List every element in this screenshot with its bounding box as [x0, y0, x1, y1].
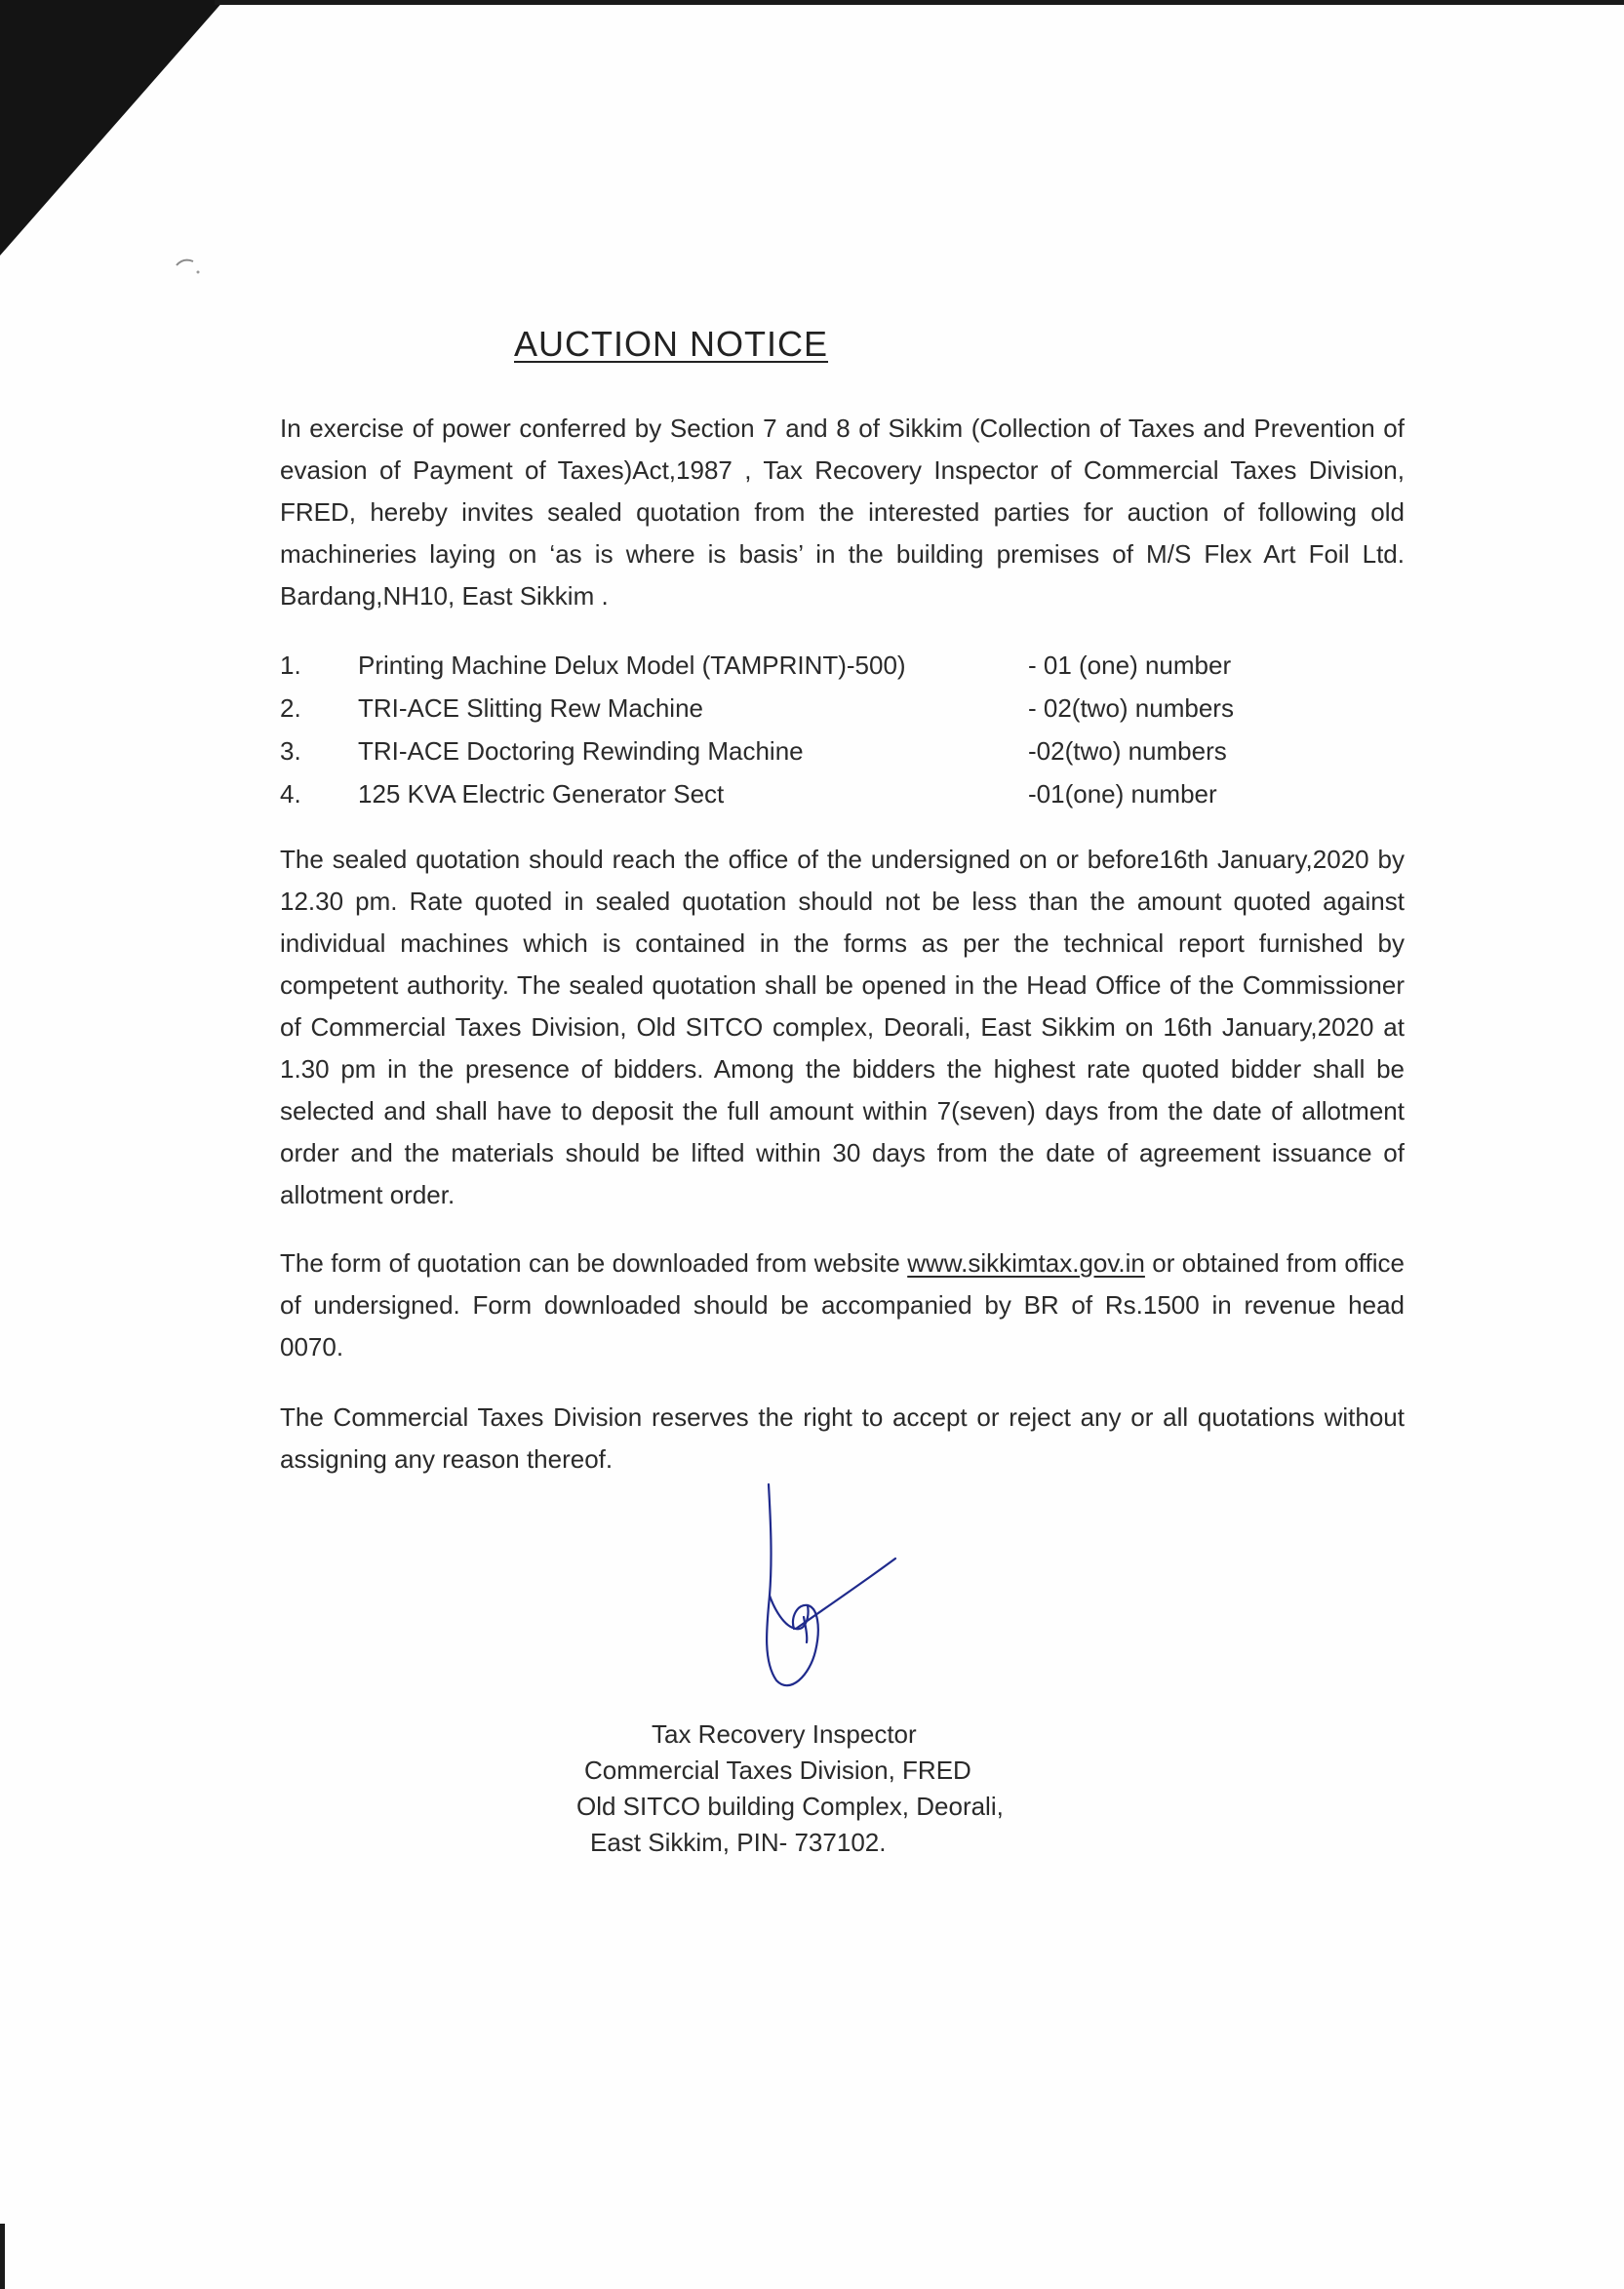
- hole-punch-mark: [174, 256, 203, 279]
- scan-edge-top: [215, 0, 1624, 5]
- item-name: TRI-ACE Doctoring Rewinding Machine: [358, 736, 804, 766]
- item-number: 3.: [280, 736, 301, 766]
- item-number: 4.: [280, 779, 301, 809]
- terms-paragraph: The sealed quotation should reach the office of the undersigned on or before16th January,2020 by 12.30 pm. Rate quoted in sealed quotation should not be less than the amount quoted against individual machines which is contained in the forms as per the technical report furnished by competent authority. The sealed quotation shall be opened in the Head Office of the Commissioner of Commercial Taxes Division, Old SITCO complex, Deorali, East Sikkim on 16th January,2020 at 1.30 pm in the presence of bidders. Among the bidders the highest rate quoted bidder shall be selected and shall have to deposit the full amount within 7(seven) days from the date of allotment order and the materials should be lifted within 30 days from the date of agreement issuance of allotment order.: [280, 845, 1405, 1209]
- signatory-block: [546, 1717, 1073, 1861]
- item-quantity: -01(one) number: [1028, 779, 1217, 809]
- form-download-paragraph: [280, 1243, 1405, 1368]
- list-item: [280, 772, 1411, 815]
- signatory-designation: Tax Recovery Inspector: [652, 1719, 917, 1749]
- item-number: 1.: [280, 651, 301, 680]
- item-quantity: - 02(two) numbers: [1028, 693, 1234, 723]
- machinery-list: [280, 644, 1411, 815]
- notice-title: AUCTION NOTICE: [514, 324, 829, 364]
- handwritten-signature: [751, 1480, 917, 1719]
- signatory-pin: East Sikkim, PIN- 737102.: [590, 1828, 887, 1857]
- website-link[interactable]: www.sikkimtax.gov.in: [907, 1248, 1145, 1278]
- list-item: [280, 687, 1411, 730]
- folded-corner-shadow: [0, 0, 224, 263]
- list-item: [280, 644, 1411, 687]
- scan-edge-left: [0, 2224, 5, 2289]
- item-number: 2.: [280, 693, 301, 723]
- item-quantity: - 01 (one) number: [1028, 651, 1232, 680]
- item-quantity: -02(two) numbers: [1028, 736, 1227, 766]
- item-name: Printing Machine Delux Model (TAMPRINT)-500): [358, 651, 906, 680]
- intro-paragraph: In exercise of power conferred by Section 7 and 8 of Sikkim (Collection of Taxes and Prevention of evasion of Payment of Taxes)Act,1987 , Tax Recovery Inspector of Commercial Taxes Division, FRED, hereby invites sealed quotation from the interested parties for auction of following old machineries laying on ‘as is where is basis’ in the building premises of M/S Flex Art Foil Ltd. Bardang,NH10, East Sikkim .: [280, 414, 1405, 611]
- item-name: TRI-ACE Slitting Rew Machine: [358, 693, 703, 723]
- list-item: [280, 730, 1411, 772]
- item-name: 125 KVA Electric Generator Sect: [358, 779, 725, 809]
- form-text-before: The form of quotation can be downloaded from website: [280, 1248, 908, 1278]
- form-text-after: or obtained from office of undersigned. Form downloaded should be accompanied by BR of Rs.1500 in revenue head 0070.: [280, 1248, 1405, 1362]
- rights-reserved-paragraph: The Commercial Taxes Division reserves the right to accept or reject any or all quotations without assigning any reason thereof.: [280, 1402, 1405, 1474]
- signatory-address: Old SITCO building Complex, Deorali,: [576, 1792, 1004, 1821]
- signatory-division: Commercial Taxes Division, FRED: [584, 1756, 971, 1785]
